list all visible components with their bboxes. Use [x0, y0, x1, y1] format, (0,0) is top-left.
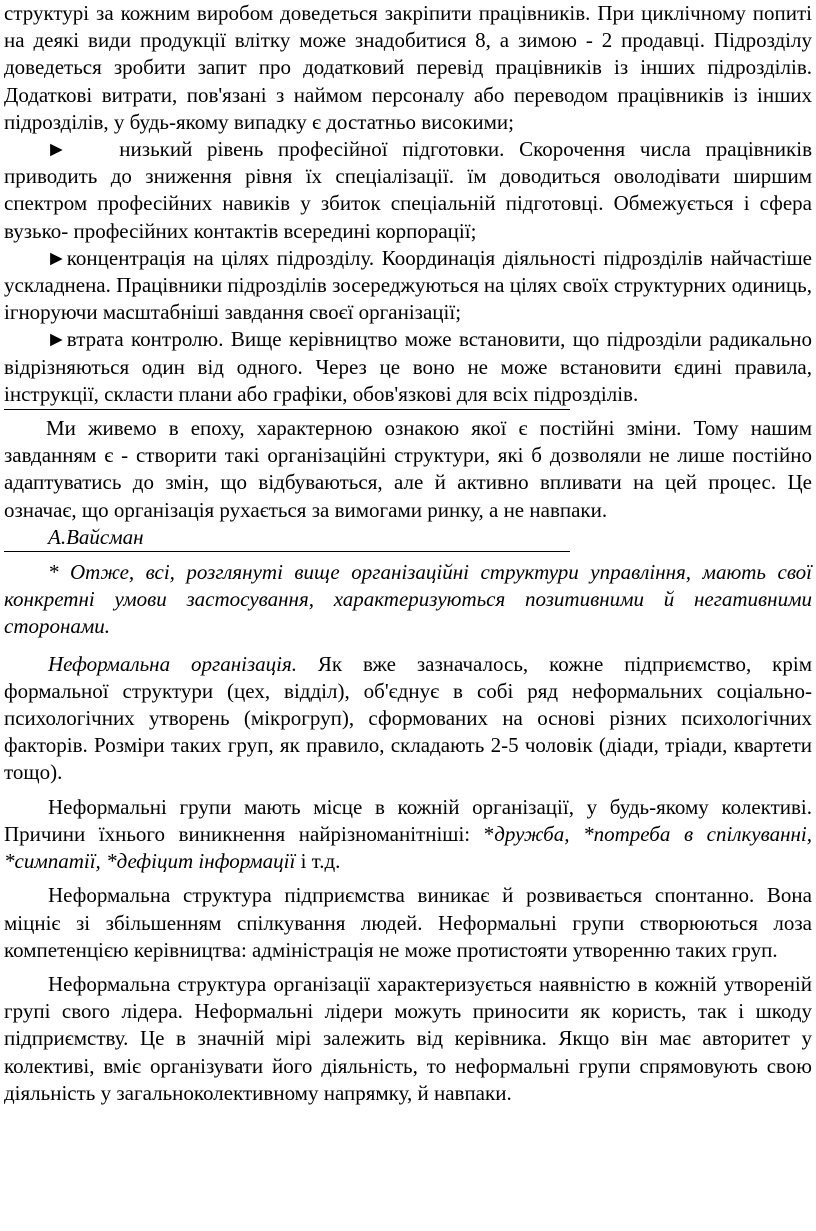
- informal-paragraph-2: Неформальні групи мають місце в кожній організації, у будь-якому колективі. Причини їхнього виникнення найрізноманітніші: *дружба, *потреба в спілкуванні, *симпатії, *дефіцит інформації і т.д.: [4, 794, 813, 874]
- bullet-marker-icon: ►: [46, 327, 67, 352]
- bullet-text: втрата контролю. Вище керівництво може встановити, що підрозділи радикально відрізняються один від одного. Через це воно не може встановити єдині правила, інструкції, скласти плани або графіки, обов'язкові для всіх підрозділів.: [4, 327, 812, 406]
- informal-paragraph-3: Неформальна структура підприємства виникає й розвивається спонтанно. Вона міцніє зі збільшенням спілкування людей. Неформальні групи створюються лоза компетенцією керівництва: адміністрація не може протистояти утворенню таких груп.: [4, 883, 812, 962]
- term-informal-organization: Неформальна організація.: [48, 651, 297, 676]
- quote-bottom-rule: [4, 551, 570, 552]
- bullet-marker-icon: ►: [46, 245, 67, 270]
- bullet-loss-of-control: [4, 326, 812, 408]
- spacer: [4, 641, 812, 651]
- spacer: [4, 787, 812, 794]
- informal-paragraph-1: Неформальна організація. Як вже зазначалось, кожне підприємство, крім формальної структури (цех, відділ), об'єднує в собі ряд неформальних соціально-психологічних утворень (мікрогруп), сформованих на основі різних психологічних факторів. Розміри таких груп, як правило, складають 2-5 чоловік (діади, тріади, квартети тощо).: [4, 651, 813, 785]
- spacer: [4, 964, 812, 971]
- bullet-unit-goals: [4, 245, 812, 327]
- conclusion-paragraph: * Отже, всі, розглянуті вище організаційні структури управління, мають свої конкретні умови застосування, характеризуються позитивними й негативними сторонами.: [4, 560, 812, 639]
- continuation-paragraph: структурі за кожним виробом доведеться закріпити працівників. При циклічному попиті на деякі види продукції влітку може знадобитися 8, а зимою - 2 продавці. Підрозділу доведеться зробити запит про додатковий перевід працівників із інших підрозділів. Додаткові витрати, пов'язані з наймом персоналу або переводом працівників із інших підрозділів, у будь-якому випадку є достатньо високими;: [4, 1, 812, 134]
- bullet-low-training: [4, 136, 812, 245]
- bullet-text: низький рівень професійної підготовки. Скорочення числа працівників приводить до зниження рівня їх спеціалізації. їм доводиться оволодівати ширшим спектром професійних навиків у збиток спеціальній підготовці. Обмежується і сфера вузько- професійних контактів всередині корпорації;: [4, 137, 812, 243]
- bullet-marker-icon: ►: [46, 137, 67, 162]
- epigraph-quote: Ми живемо в епоху, характерною ознакою якої є постійні зміни. Тому нашим завданням є - створити такі організаційні структури, які б дозволяли не лише постійно адаптуватись до змін, що відбуваються, але й активно впливати на цей процес. Це означає, що організація рухається за вимогами ринку, а не навпаки.: [4, 416, 812, 522]
- bullet-text: концентрація на цілях підрозділу. Координація діяльності підрозділів найчастіше ускладнена. Працівники підрозділів зосереджуються на цілях своїх структурних одиниць, ігноруючи масштабніші завдання своєї організації;: [4, 245, 812, 325]
- spacer: [4, 875, 812, 882]
- document-page: [4, 0, 812, 1107]
- quote-top-rule: [4, 409, 570, 410]
- quote-author: А.Вайсман: [48, 524, 144, 549]
- informal-paragraph-4: Неформальна структура організації характеризується наявністю в кожній утвореній групі свого лідера. Неформальні лідери можуть приносити як користь, так і шкоду підприємству. Це в значній мірі залежить від керівника. Якщо він має авторитет у колективі, вміє організувати його діяльність, то неформальні групи спрямовують свою діяльність у загальноколективному напрямку, й навпаки.: [4, 971, 812, 1105]
